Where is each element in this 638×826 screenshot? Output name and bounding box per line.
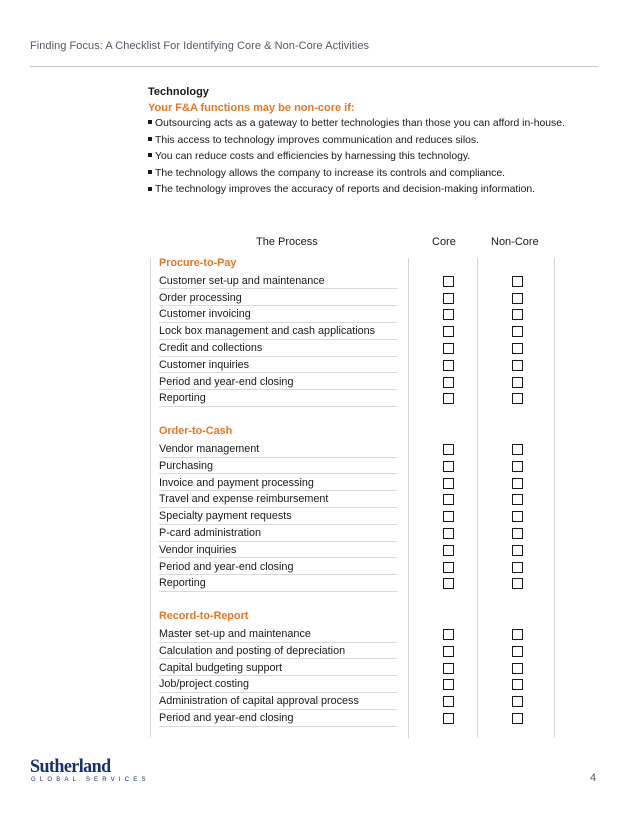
noncore-checkbox[interactable] [512,478,523,489]
bullet-square-icon [148,153,152,157]
noncore-checkbox[interactable] [512,562,523,573]
noncore-checkbox[interactable] [512,461,523,472]
process-label: Administration of capital approval process [159,693,397,710]
table-row [159,323,549,340]
sutherland-logo [30,756,150,786]
process-label: Capital budgeting support [159,660,397,677]
process-label: Customer set-up and maintenance [159,273,397,290]
bullet-square-icon [148,187,152,191]
process-label: P-card administration [159,525,397,542]
table-row [159,525,549,542]
table-row [159,306,549,323]
process-label: Invoice and payment processing [159,475,397,492]
table-row [159,710,549,727]
bullet-square-icon [148,120,152,124]
process-label: Lock box management and cash applications [159,323,397,340]
table-row [159,290,549,307]
noncore-checkbox[interactable] [512,377,523,388]
noncore-checkbox[interactable] [512,511,523,522]
noncore-checkbox[interactable] [512,293,523,304]
section-subtitle: Your F&A functions may be non-core if: [148,102,355,114]
logo-tagline: GLOBAL SERVICES [31,777,150,783]
table-row [159,575,549,592]
noncore-checkbox[interactable] [512,360,523,371]
process-label: Travel and expense reimbursement [159,491,397,508]
process-label: Reporting [159,390,397,407]
core-checkbox[interactable] [443,663,454,674]
table-row [159,676,549,693]
core-checkbox[interactable] [443,360,454,371]
core-checkbox[interactable] [443,393,454,404]
table-row [159,660,549,677]
noncore-checkbox[interactable] [512,679,523,690]
bullet-list [148,116,618,199]
noncore-checkbox[interactable] [512,696,523,707]
process-label: Master set-up and maintenance [159,626,397,643]
noncore-checkbox[interactable] [512,309,523,320]
core-checkbox[interactable] [443,578,454,589]
technology-section [148,84,618,199]
process-label: Period and year-end closing [159,559,397,576]
table-row [159,390,549,407]
bullet-item: You can reduce costs and efficiencies by harnessing this technology. [148,149,618,166]
group-heading: Procure-to-Pay [159,257,237,269]
core-checkbox[interactable] [443,326,454,337]
table-row [159,693,549,710]
column-header-noncore: Non-Core [491,236,539,248]
noncore-checkbox[interactable] [512,663,523,674]
bullet-item: Outsourcing acts as a gateway to better technologies than those you can afford in-house. [148,116,618,133]
group-heading-row [159,256,549,273]
bullet-square-icon [148,137,152,141]
logo-wordmark: Sutherland [30,756,111,777]
table-row [159,458,549,475]
core-checkbox[interactable] [443,629,454,640]
group-heading-row [159,609,549,626]
core-checkbox[interactable] [443,293,454,304]
noncore-checkbox[interactable] [512,713,523,724]
bullet-item: This access to technology improves communication and reduces silos. [148,133,618,150]
process-label: Vendor management [159,441,397,458]
table-row [159,508,549,525]
header-divider [30,66,598,67]
table-row [159,491,549,508]
core-checkbox[interactable] [443,646,454,657]
table-divider [150,258,151,738]
process-label: Reporting [159,575,397,592]
core-checkbox[interactable] [443,562,454,573]
process-label: Purchasing [159,458,397,475]
core-checkbox[interactable] [443,461,454,472]
table-row [159,643,549,660]
bullet-item: The technology improves the accuracy of reports and decision-making information. [148,182,618,199]
noncore-checkbox[interactable] [512,646,523,657]
table-row [159,340,549,357]
group-heading: Order-to-Cash [159,425,233,438]
noncore-checkbox[interactable] [512,393,523,404]
core-checkbox[interactable] [443,377,454,388]
noncore-checkbox[interactable] [512,444,523,455]
noncore-checkbox[interactable] [512,326,523,337]
noncore-checkbox[interactable] [512,343,523,354]
core-checkbox[interactable] [443,494,454,505]
group-heading-row [159,424,549,441]
process-label: Order processing [159,290,397,307]
noncore-checkbox[interactable] [512,276,523,287]
document-header-title: Finding Focus: A Checklist For Identifying Core & Non-Core Activities [30,40,370,52]
core-checkbox[interactable] [443,343,454,354]
table-row [159,626,549,643]
process-label: Period and year-end closing [159,374,397,391]
process-label: Calculation and posting of depreciation [159,643,397,660]
table-row [159,542,549,559]
table-divider [554,258,555,738]
table-row [159,559,549,576]
noncore-checkbox[interactable] [512,629,523,640]
bullet-square-icon [148,170,152,174]
core-checkbox[interactable] [443,679,454,690]
table-row [159,475,549,492]
bullet-item: The technology allows the company to increase its controls and compliance. [148,166,618,183]
process-label: Credit and collections [159,340,397,357]
process-label: Customer inquiries [159,357,397,374]
core-checkbox[interactable] [443,444,454,455]
process-label: Customer invoicing [159,306,397,323]
process-label: Specialty payment requests [159,508,397,525]
core-checkbox[interactable] [443,309,454,320]
core-checkbox[interactable] [443,276,454,287]
core-checkbox[interactable] [443,696,454,707]
core-checkbox[interactable] [443,713,454,724]
core-checkbox[interactable] [443,528,454,539]
page-number: 4 [590,772,597,784]
noncore-checkbox[interactable] [512,528,523,539]
core-checkbox[interactable] [443,511,454,522]
noncore-checkbox[interactable] [512,494,523,505]
column-header-core: Core [432,236,456,248]
process-label: Vendor inquiries [159,542,397,559]
process-label: Job/project costing [159,676,397,693]
core-checkbox[interactable] [443,478,454,489]
process-checklist-table [150,230,555,738]
table-row [159,357,549,374]
table-row [159,441,549,458]
section-title: Technology [148,86,209,98]
group-heading: Record-to-Report [159,610,249,623]
core-checkbox[interactable] [443,545,454,556]
table-row [159,374,549,391]
process-label: Period and year-end closing [159,710,397,727]
noncore-checkbox[interactable] [512,545,523,556]
table-row [159,273,549,290]
noncore-checkbox[interactable] [512,578,523,589]
column-header-process: The Process [256,236,318,248]
